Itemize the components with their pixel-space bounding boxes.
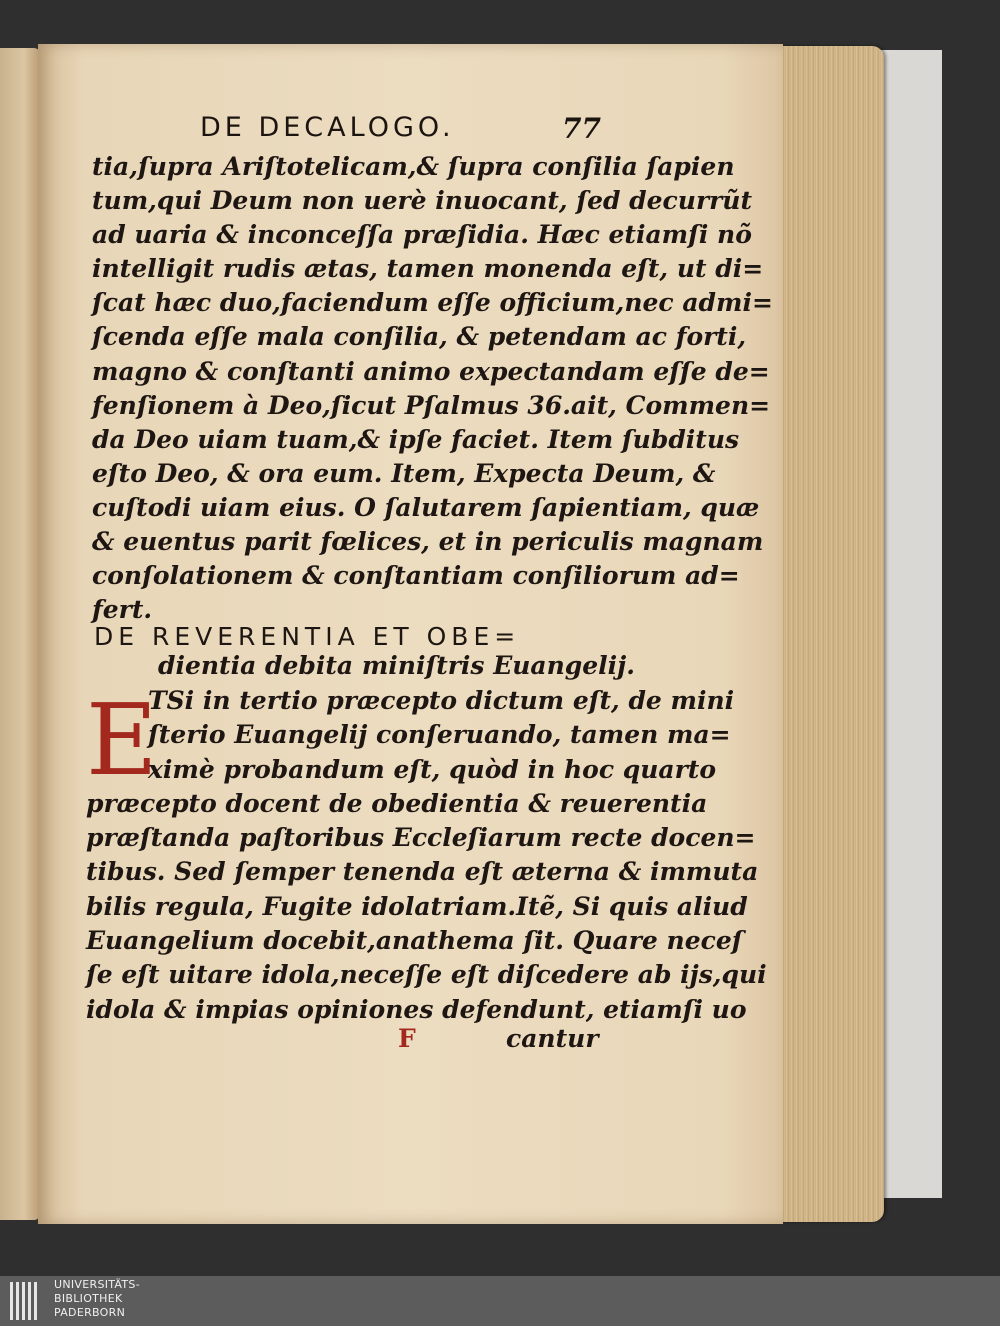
catchword: cantur [506, 1024, 599, 1053]
paragraph-line: ſe eſt uitare idola,neceſſe eſt diſcedere ab ijs,qui [86, 960, 767, 990]
body-line: da Deo uiam tuam,& ipſe faciet. Item ſubditus [92, 424, 740, 454]
paragraph-line: ſterio Euangelij conſeruando, tamen ma= [148, 720, 731, 750]
paragraph-line: præcepto docent de obedientia & reuerentia [86, 788, 708, 818]
body-line: ad uaria & inconceſſa præſidia. Hæc etiamſi nõ [92, 220, 752, 250]
paragraph-line: ximè probandum eſt, quòd in hoc quarto [148, 754, 716, 784]
decorated-initial: E [86, 684, 158, 798]
body-line: tia,ſupra Ariſtotelicam,& ſupra conſilia ſapien [92, 152, 735, 181]
page-number: 77 [562, 112, 601, 145]
left-page-edge [0, 48, 40, 1220]
body-line: ſcenda eſſe mala conſilia, & petendam ac forti, [92, 322, 747, 352]
running-head [200, 112, 455, 143]
body-line: tum,qui Deum non uerè inuocant, ſed decurrũt [92, 186, 753, 216]
body-line: conſolationem & conſtantiam conſiliorum ad= [92, 561, 740, 591]
running-head-de: DE [200, 112, 246, 143]
body-line: & euentus parit fœlices, et in periculis magnam [92, 527, 764, 557]
paragraph-line: bilis regula, Fugite idolatriam.Itẽ, Si quis aliud [86, 891, 748, 921]
paragraph-line: præſtanda paſtoribus Eccleſiarum recte docen= [86, 823, 756, 853]
section-heading: DE REVERENTIA ET OBE= [94, 622, 521, 651]
library-name-line: UNIVERSITÄTS- [54, 1278, 140, 1291]
library-logo-icon [10, 1282, 46, 1320]
library-footer [0, 1276, 1000, 1326]
section-heading-subline: dientia debita miniſtris Euangelij. [158, 651, 635, 680]
body-line: eſto Deo, & ora eum. Item, Expecta Deum, & [92, 458, 716, 488]
book-page-edges [780, 46, 884, 1222]
body-line: magno & conſtanti animo expectandam eſſe de= [92, 356, 770, 386]
running-head-decalogo: DECALOGO. [258, 112, 455, 143]
signature-mark: F [398, 1024, 416, 1053]
body-text [92, 150, 773, 627]
library-name-line: PADERBORN [54, 1306, 126, 1319]
paragraph-line: TSi in tertio præcepto dictum eſt, de mini [148, 686, 735, 715]
body-line: ſcat hæc duo,faciendum eſſe officium,nec admi= [92, 288, 773, 318]
body-line: fert. [92, 595, 153, 625]
body-line: cuſtodi uiam eius. O ſalutarem ſapientiam, quæ [92, 492, 760, 522]
body-line: intelligit rudis ætas, tamen monenda eſt, ut di= [92, 254, 764, 284]
body-line: fenſionem à Deo,ſicut Pſalmus 36.ait, Commen= [92, 390, 771, 420]
paragraph-line: idola & impias opiniones defendunt, etiamſi uo [86, 994, 747, 1024]
paragraph-line: Euangelium docebit,anathema ſit. Quare neceſ [86, 926, 743, 956]
library-name-line: BIBLIOTHEK [54, 1292, 123, 1305]
paragraph-text [86, 684, 767, 1027]
paragraph-line: tibus. Sed ſemper tenenda eſt æterna & immuta [86, 857, 759, 887]
library-name [54, 1278, 140, 1320]
